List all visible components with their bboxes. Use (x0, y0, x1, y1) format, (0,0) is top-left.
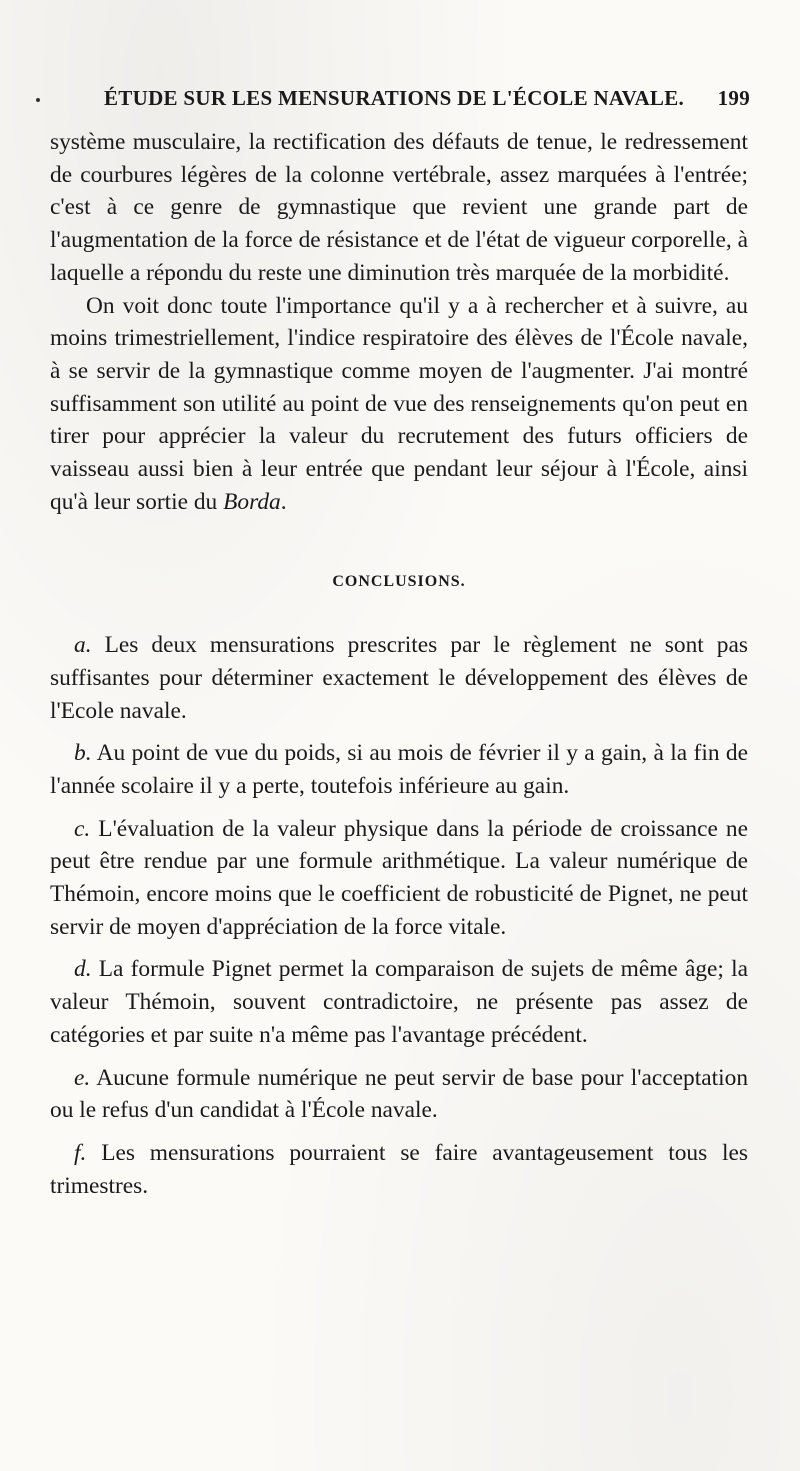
conclusion-letter: b. (74, 740, 92, 767)
conclusion-text: Au point de vue du poids, si au mois de février il y a gain, à la fin de l'année scolaire il y a perte, toutefois inférieure au gain. (50, 740, 748, 799)
paragraph-text: On voit donc toute l'importance qu'il y a à rechercher et à suivre, au moins trimestriellement, l'indice respiratoire des élèves de l'École navale, à se servir de la gymnastique comme moyen de l'augmenter. J'ai montré suffisamment son utilité au point de vue des renseignements qu'on peut en tirer pour apprécier la valeur du recrutement des futurs officiers de vaisseau aussi bien à leur entrée que pendant leur séjour à l'École, ainsi qu'à leur sortie du (50, 292, 748, 515)
conclusion-text: Les mensurations pourraient se faire avantageusement tous les trimestres. (50, 1139, 749, 1199)
conclusion-text: Aucune formule numérique ne peut servir de base pour l'acceptation ou le refus d'un candidat à l'École navale. (50, 1064, 749, 1124)
conclusion-text: La formule Pignet permet la comparaison de sujets de même âge; la valeur Thémoin, souvent contradictoire, ne présente pas assez de catégories et par suite n'a même pas l'avantage précédent. (50, 956, 748, 1048)
conclusion-item-d (50, 953, 748, 1051)
conclusion-letter: a. (74, 632, 92, 659)
print-speck (36, 98, 40, 102)
page-number: 199 (717, 86, 750, 110)
conclusion-letter: d. (74, 956, 92, 983)
conclusion-item-c (50, 813, 748, 944)
conclusion-item-a (50, 629, 748, 727)
running-header (104, 86, 750, 116)
conclusion-text: Les deux mensurations prescrites par le règlement ne sont pas suffisantes pour déterminer exactement le développement des élèves de l'Ecole navale. (50, 632, 748, 724)
conclusion-text: L'évaluation de la valeur physique dans la période de croissance ne peut être rendue par une formule arithmétique. La valeur numérique de Thémoin, encore moins que le coefficient de robusticité de Pignet, ne peut servir de moyen d'appréciation de la force vitale. (50, 815, 748, 940)
paragraph-respiratory-index (50, 290, 748, 519)
running-title: ÉTUDE SUR LES MENSURATIONS DE L'ÉCOLE NAVALE. (104, 86, 685, 110)
conclusion-letter: c. (74, 815, 91, 842)
paragraph-continued: système musculaire, la rectification des défauts de tenue, le redressement de courbures légères de la colonne vertébrale, assez marquées à l'entrée; c'est à ce genre de gymnastique que revient une grande part de l'augmentation de la force de résistance et de l'état de vigueur corporelle, à laquelle a répondu du reste une diminution très marquée de la morbidité. (50, 129, 748, 286)
conclusion-letter: e. (74, 1064, 91, 1091)
conclusion-item-e (50, 1062, 748, 1127)
conclusion-item-b (50, 737, 748, 802)
body-text (50, 126, 748, 1212)
conclusions-heading: CONCLUSIONS. (332, 573, 466, 591)
paragraph-end-punctuation: . (280, 488, 287, 515)
conclusion-letter: f. (74, 1139, 87, 1166)
conclusion-item-f (50, 1137, 748, 1202)
ship-name-borda: Borda (223, 488, 281, 515)
